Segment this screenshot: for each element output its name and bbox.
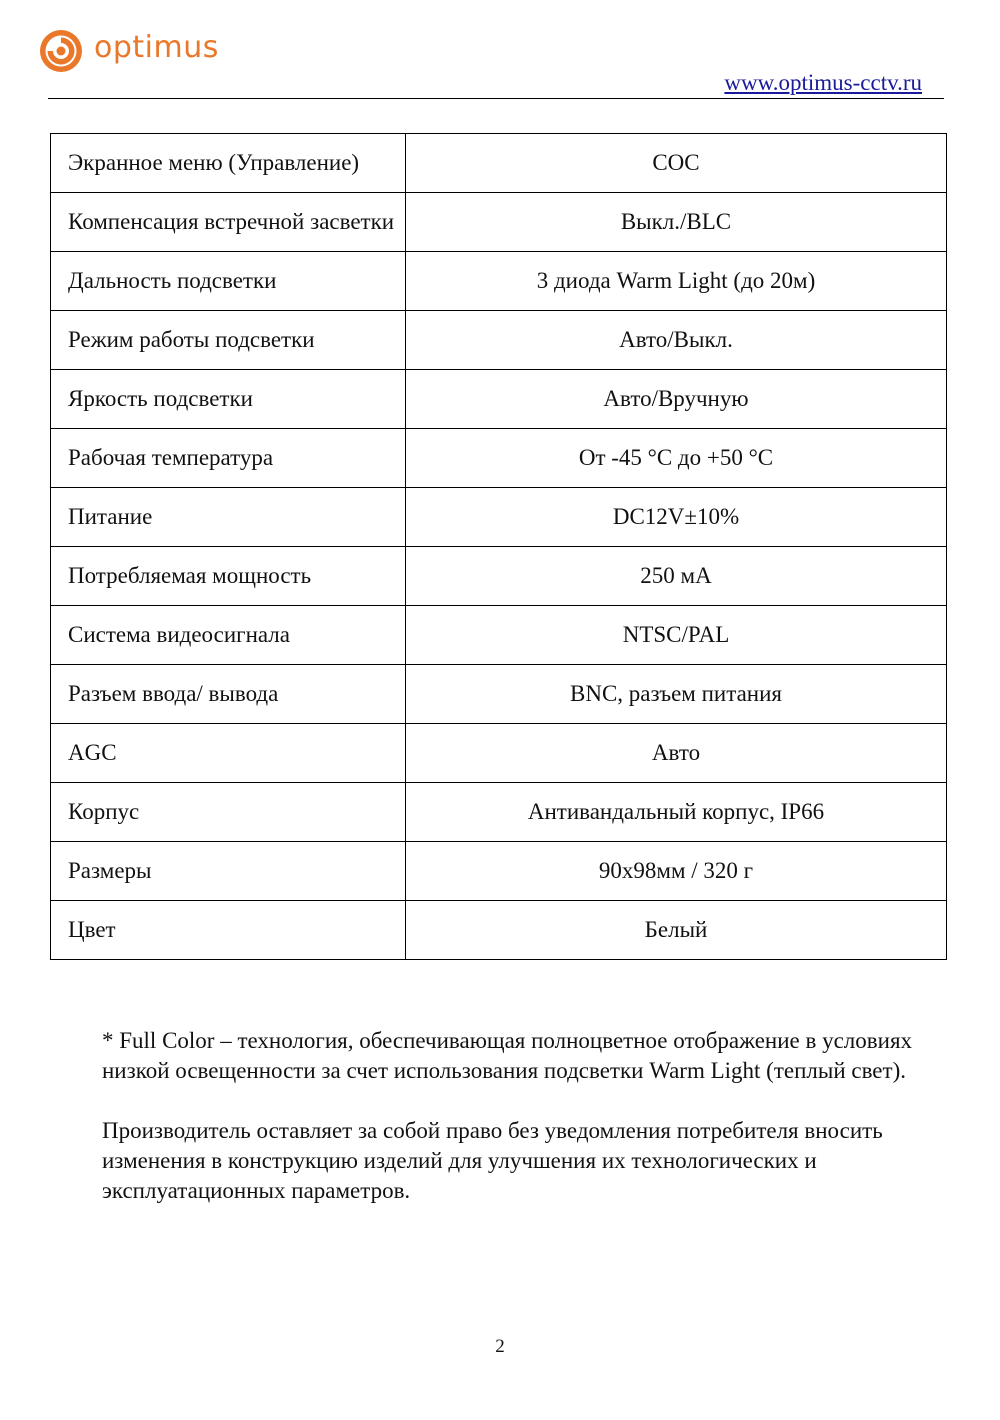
table-row <box>51 842 947 901</box>
website-link[interactable]: www.optimus-cctv.ru <box>724 70 922 95</box>
table-row <box>51 724 947 783</box>
spec-parameter-cell: AGC <box>51 724 406 783</box>
spec-parameter-cell: Рабочая температура <box>51 429 406 488</box>
table-row <box>51 665 947 724</box>
optimus-logo-icon <box>38 28 84 74</box>
spec-value-cell: От -45 °С до +50 °С <box>406 429 947 488</box>
spec-parameter-cell: Потребляемая мощность <box>51 547 406 606</box>
full-color-footnote: * Full Color – технология, обеспечивающая полноцветное отображение в условиях низкой освещенности за счет использования подсветки Warm Light (теплый свет). <box>102 1028 913 1083</box>
spec-value-cell: 250 мА <box>406 547 947 606</box>
spec-parameter-cell: Дальность подсветки <box>51 252 406 311</box>
spec-parameter-cell: Корпус <box>51 783 406 842</box>
table-row <box>51 311 947 370</box>
table-row <box>51 606 947 665</box>
spec-value-cell: COC <box>406 134 947 193</box>
table-row <box>51 488 947 547</box>
table-row <box>51 901 947 960</box>
specifications-table <box>50 133 947 960</box>
specifications-table-body <box>51 134 947 960</box>
page-number: 2 <box>495 1336 505 1357</box>
table-row <box>51 783 947 842</box>
spec-value-cell: 3 диода Warm Light (до 20м) <box>406 252 947 311</box>
spec-parameter-cell: Яркость подсветки <box>51 370 406 429</box>
spec-parameter-cell: Цвет <box>51 901 406 960</box>
spec-parameter-cell: Разъем ввода/ вывода <box>51 665 406 724</box>
spec-parameter-cell: Питание <box>51 488 406 547</box>
brand-name: optimus <box>94 30 219 65</box>
spec-value-cell: NTSC/PAL <box>406 606 947 665</box>
spec-parameter-cell: Размеры <box>51 842 406 901</box>
brand-logo <box>38 28 219 74</box>
spec-parameter-cell: Система видеосигнала <box>51 606 406 665</box>
spec-value-cell: Белый <box>406 901 947 960</box>
table-row <box>51 252 947 311</box>
notes-section <box>102 1026 932 1236</box>
spec-parameter-cell: Компенсация встречной засветки <box>51 193 406 252</box>
header-divider <box>48 98 944 99</box>
table-row <box>51 134 947 193</box>
spec-parameter-cell: Режим работы подсветки <box>51 311 406 370</box>
spec-value-cell: Авто <box>406 724 947 783</box>
manufacturer-disclaimer: Производитель оставляет за собой право без уведомления потребителя вносить изменения в конструкцию изделий для улучшения их технологических и эксплуатационных параметров. <box>102 1118 883 1203</box>
table-row <box>51 547 947 606</box>
table-row <box>51 370 947 429</box>
spec-value-cell: DC12V±10% <box>406 488 947 547</box>
spec-value-cell: Выкл./BLC <box>406 193 947 252</box>
spec-value-cell: Антивандальный корпус, IP66 <box>406 783 947 842</box>
spec-parameter-cell: Экранное меню (Управление) <box>51 134 406 193</box>
table-row <box>51 429 947 488</box>
spec-value-cell: BNC, разъем питания <box>406 665 947 724</box>
spec-value-cell: Авто/Выкл. <box>406 311 947 370</box>
spec-value-cell: 90x98мм / 320 г <box>406 842 947 901</box>
spec-value-cell: Авто/Вручную <box>406 370 947 429</box>
table-row <box>51 193 947 252</box>
